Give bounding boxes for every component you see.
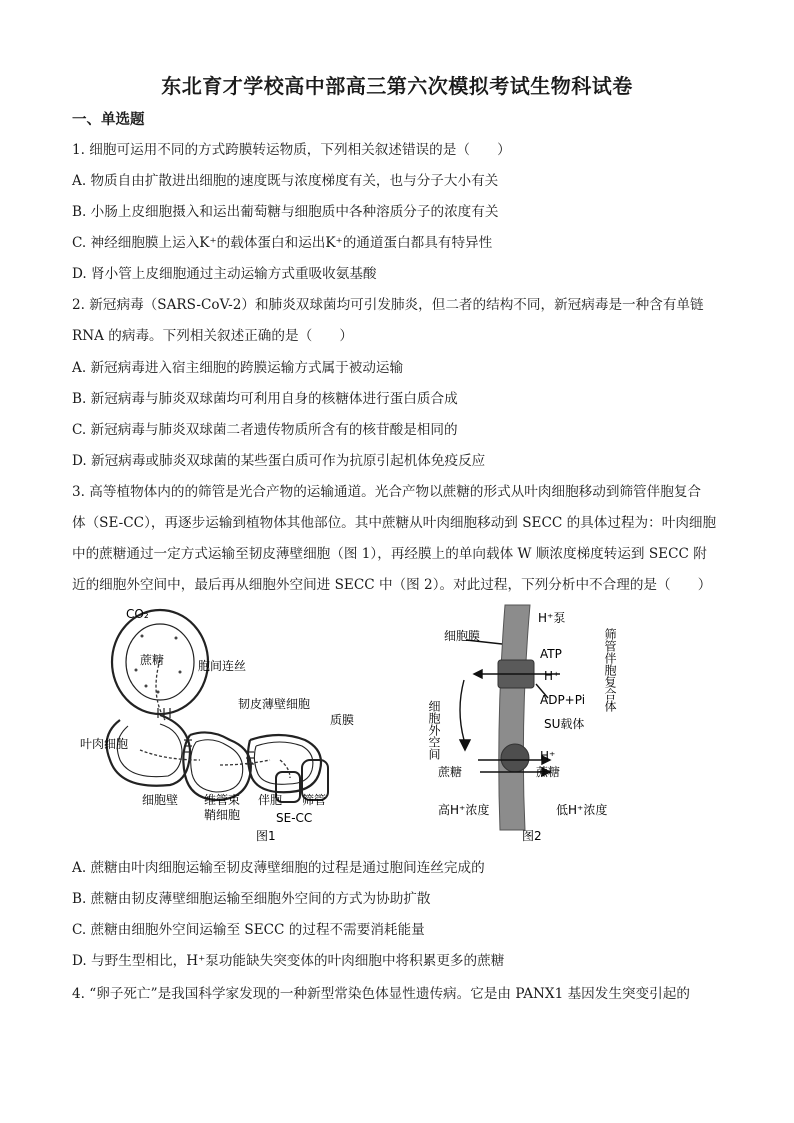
q3-option-b[interactable]: B. 蔗糖由韧皮薄壁细胞运输至细胞外空间的方式为协助扩散 <box>72 891 431 907</box>
q3-stem-line-4: 近的细胞外空间中，最后再从细胞外空间进 SECC 中（图 2）。对此过程，下列分析中不合理的是（ ） <box>72 577 712 593</box>
fig1-companion-label: 伴胞 <box>258 793 283 807</box>
exam-title: 东北育才学校高中部高三第六次模拟考试生物科试卷 <box>161 74 633 98</box>
fig1-plasma-membrane-label: 质膜 <box>330 713 355 727</box>
fig1-mesophyll-label: 叶肉细胞 <box>80 737 129 751</box>
q3-stem-line-1: 3. 高等植物体内的的筛管是光合产物的运输通道。光合产物以蔗糖的形式从叶肉细胞移动到筛管伴胞复合 <box>72 484 702 500</box>
q2-stem-line-2: RNA 的病毒。下列相关叙述正确的是（ ） <box>72 328 353 344</box>
sucrose-flow-arrows <box>140 660 290 778</box>
fig2-secc-label: 筛管伴胞复合体 <box>603 628 617 712</box>
fig1-plasmodesmata-label: 胞间连丝 <box>198 659 247 673</box>
fig1-bundle-sheath-label-2: 鞘细胞 <box>204 808 241 822</box>
fig1-caption: 图1 <box>256 829 276 843</box>
plasmodesmata-marks <box>158 708 254 764</box>
su-carrier <box>501 744 529 772</box>
fig1-sucrose-label: 蔗糖 <box>140 653 165 667</box>
cell-membrane-band <box>499 605 530 830</box>
fig2-low-h-label: 低H⁺浓度 <box>556 803 608 817</box>
q4-stem: 4. “卵子死亡”是我国科学家发现的一种新型常染色体显性遗传病。它是由 PANX1 基因发生突变引起的 <box>72 986 690 1002</box>
q2-stem-line-1: 2. 新冠病毒（SARS-CoV-2）和肺炎双球菌均可引发肺炎，但二者的结构不同，新冠病毒是一种含有单链 <box>72 297 704 313</box>
q2-option-d[interactable]: D. 新冠病毒或肺炎双球菌的某些蛋白质可作为抗原引起机体免疫反应 <box>72 453 486 469</box>
q1-stem: 1. 细胞可运用不同的方式跨膜转运物质，下列相关叙述错误的是（ ） <box>72 142 511 158</box>
fig2-h-pump-label: H⁺泵 <box>538 611 566 625</box>
fig1-sieve-tube-label: 筛管 <box>302 793 327 807</box>
fig1-cell-wall-label: 细胞壁 <box>142 793 179 807</box>
q1-option-b[interactable]: B. 小肠上皮细胞摄入和运出葡萄糖与细胞质中各种溶质分子的浓度有关 <box>72 204 499 220</box>
fig2-su-carrier-label: SU载体 <box>544 717 585 731</box>
fig2-h-plus-2-label: H⁺ <box>540 749 556 763</box>
figure-1-diagram <box>80 600 355 850</box>
q3-option-c[interactable]: C. 蔗糖由细胞外空间运输至 SECC 的过程不需要消耗能量 <box>72 922 425 938</box>
fig1-co2-label: CO₂ <box>126 607 149 621</box>
q1-option-d[interactable]: D. 肾小管上皮细胞通过主动运输方式重吸收氨基酸 <box>72 266 377 282</box>
fig2-outside-label: 细胞外空间 <box>427 700 441 760</box>
fig2-sucrose-left-label: 蔗糖 <box>438 765 463 779</box>
section-heading: 一、单选题 <box>72 112 145 128</box>
fig2-h-plus-label: H⁺ <box>544 669 560 683</box>
q2-option-a[interactable]: A. 新冠病毒进入宿主细胞的跨膜运输方式属于被动运输 <box>72 360 404 376</box>
fig2-adp-label: ADP+Pi <box>540 693 586 707</box>
q1-option-a[interactable]: A. 物质自由扩散进出细胞的速度既与浓度梯度有关，也与分子大小有关 <box>72 173 499 189</box>
fig2-membrane-label: 细胞膜 <box>444 629 481 643</box>
fig2-atp-label: ATP <box>540 647 562 661</box>
fig2-sucrose-right-label: 蔗糖 <box>536 765 561 779</box>
q3-stem-line-3: 中的蔗糖通过一定方式运输至韧皮薄壁细胞（图 1），再经膜上的单向载体 W 顺浓度梯度转运到 SECC 附 <box>72 546 707 562</box>
q2-option-c[interactable]: C. 新冠病毒与肺炎双球菌二者遗传物质所含有的核苷酸是相同的 <box>72 422 458 438</box>
q2-option-b[interactable]: B. 新冠病毒与肺炎双球菌均可利用自身的核糖体进行蛋白质合成 <box>72 391 458 407</box>
bundle-sheath-cell <box>183 732 250 800</box>
q3-stem-line-2: 体（SE-CC），再逐步运输到植物体其他部位。其中蔗糖从叶肉细胞移动到 SECC 的具体过程为：叶肉细胞 <box>72 515 717 531</box>
q3-option-a[interactable]: A. 蔗糖由叶肉细胞运输至韧皮薄壁细胞的过程是通过胞间连丝完成的 <box>72 860 485 876</box>
fig2-high-h-label: 高H⁺浓度 <box>438 803 490 817</box>
fig2-caption: 图2 <box>522 829 542 843</box>
fig1-secc-label: SE-CC <box>276 811 313 825</box>
q1-option-c[interactable]: C. 神经细胞膜上运入K⁺的载体蛋白和运出K⁺的通道蛋白都具有特异性 <box>72 235 493 251</box>
q3-option-d[interactable]: D. 与野生型相比，H⁺泵功能缺失突变体的叶肉细胞中将积累更多的蔗糖 <box>72 953 505 969</box>
figure-2-diagram <box>420 600 660 845</box>
bundle-sheath-cell-inner <box>191 740 243 792</box>
fig1-bundle-sheath-label-1: 维管束 <box>204 793 241 807</box>
fig1-phloem-parenchyma-label: 韧皮薄壁细胞 <box>238 697 311 711</box>
